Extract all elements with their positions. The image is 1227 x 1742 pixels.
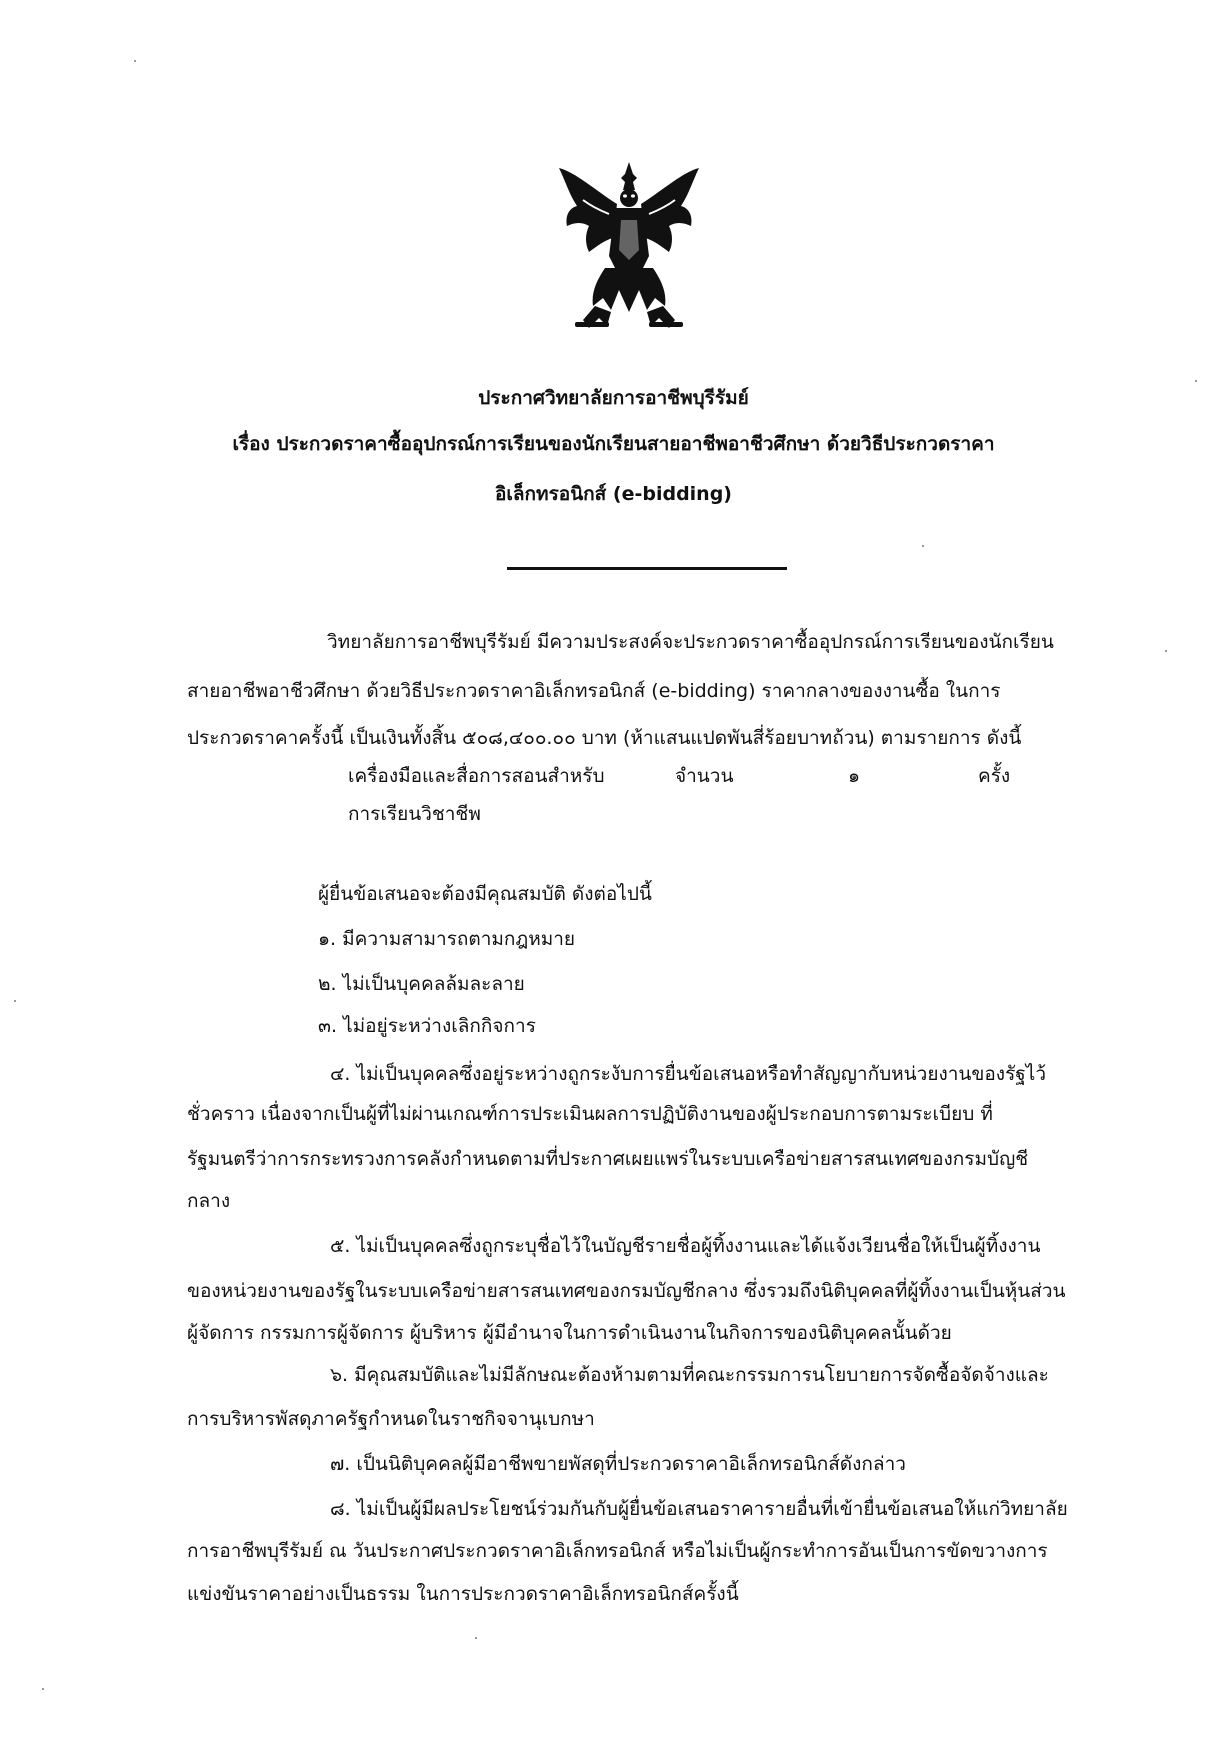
scan-speck (134, 60, 136, 62)
qualification-item-continued: รัฐมนตรีว่าการกระทรวงการคลังกำหนดตามที่ประกาศเผยแพร่ในระบบเครือข่ายสารสนเทศของกรมบัญชี (187, 1148, 1029, 1170)
qualification-item: ๑. มีความสามารถตามกฎหมาย (318, 928, 576, 950)
scan-speck (14, 1000, 16, 1002)
qualification-item: ๘. ไม่เป็นผู้มีผลประโยชน์ร่วมกันกับผู้ยื่นข้อเสนอราคารายอื่นที่เข้ายื่นข้อเสนอให้แก่วิทยาลัย (330, 1498, 1068, 1520)
qualification-item-continued: แข่งขันราคาอย่างเป็นธรรม ในการประกวดราคาอิเล็กทรอนิกส์ครั้งนี้ (187, 1583, 739, 1605)
scan-speck (922, 545, 924, 547)
scan-speck (42, 1688, 44, 1690)
qualification-item: ๓. ไม่อยู่ระหว่างเลิกกิจการ (318, 1015, 536, 1037)
scan-speck (1195, 380, 1197, 382)
qualification-item: ๕. ไม่เป็นบุคคลซึ่งถูกระบุชื่อไว้ในบัญชีรายชื่อผู้ทิ้งงานและได้แจ้งเวียนชื่อให้เป็นผู้ทิ้งงาน (330, 1235, 1041, 1257)
qualification-item: ๔. ไม่เป็นบุคคลซึ่งอยู่ระหว่างถูกระงับการยื่นข้อเสนอหรือทำสัญญากับหน่วยงานของรัฐไว้ (330, 1063, 1046, 1085)
qualification-item-continued: การบริหารพัสดุภาครัฐกำหนดในราชกิจจานุเบกษา (187, 1408, 595, 1430)
item-unit: ครั้ง (978, 765, 1011, 787)
item-name: เครื่องมือและสื่อการสอนสำหรับ (348, 765, 605, 787)
qualification-item-continued: การอาชีพบุรีรัมย์ ณ วันประกาศประกวดราคาอิเล็กทรอนิกส์ หรือไม่เป็นผู้กระทำการอันเป็นการขัดขวางการ (187, 1540, 1048, 1562)
item-name-continued: การเรียนวิชาชีพ (348, 803, 481, 825)
intro-line: วิทยาลัยการอาชีพบุรีรัมย์ มีความประสงค์จะประกวดราคาซื้ออุปกรณ์การเรียนของนักเรียน (327, 631, 1054, 653)
item-quantity: ๑ (848, 765, 861, 787)
announcement-subject: เรื่อง ประกวดราคาซื้ออุปกรณ์การเรียนของนักเรียนสายอาชีพอาชีวศึกษา ด้วยวิธีประกวดราคา (232, 433, 995, 455)
title-divider (507, 567, 787, 570)
qualification-item-continued: กลาง (187, 1190, 231, 1212)
qualification-item: ๖. มีคุณสมบัติและไม่มีลักษณะต้องห้ามตามที่คณะกรรมการนโยบายการจัดซื้อจัดจ้างและ (330, 1364, 1049, 1386)
item-quantity-label: จำนวน (675, 765, 734, 787)
qualification-item-continued: ชั่วคราว เนื่องจากเป็นผู้ที่ไม่ผ่านเกณฑ์การประเมินผลการปฏิบัติงานของผู้ประกอบการตามระเบียบ ที่ (187, 1103, 993, 1125)
intro-line: สายอาชีพอาชีวศึกษา ด้วยวิธีประกวดราคาอิเล็กทรอนิกส์ (e-bidding) ราคากลางของงานซื้อ ในการ (187, 680, 1001, 702)
qualification-item: ๒. ไม่เป็นบุคคลล้มละลาย (318, 973, 525, 995)
qualifications-heading: ผู้ยื่นข้อเสนอจะต้องมีคุณสมบัติ ดังต่อไปนี้ (318, 883, 652, 905)
qualification-item-continued: ผู้จัดการ กรรมการผู้จัดการ ผู้บริหาร ผู้มีอำนาจในการดำเนินงานในกิจการของนิติบุคคลนั้นด้วย (187, 1322, 952, 1344)
announcement-subject-continued: อิเล็กทรอนิกส์ (e-bidding) (495, 483, 732, 505)
qualification-item-continued: ของหน่วยงานของรัฐในระบบเครือข่ายสารสนเทศของกรมบัญชีกลาง ซึ่งรวมถึงนิติบุคคลที่ผู้ทิ้งงานเป็นหุ้นส่วน (187, 1280, 1066, 1302)
scan-speck (475, 1637, 477, 1639)
announcement-title: ประกาศวิทยาลัยการอาชีพบุรีรัมย์ (478, 387, 749, 409)
scan-speck (1165, 650, 1167, 652)
garuda-emblem-icon (555, 160, 703, 330)
qualification-item: ๗. เป็นนิติบุคคลผู้มีอาชีพขายพัสดุที่ประกวดราคาอิเล็กทรอนิกส์ดังกล่าว (330, 1453, 906, 1475)
intro-line: ประกวดราคาครั้งนี้ เป็นเงินทั้งสิ้น ๕๐๘,๔๐๐.๐๐ บาท (ห้าแสนแปดพันสี่ร้อยบาทถ้วน) ตามรายการ ดังนี้ (187, 727, 1022, 749)
